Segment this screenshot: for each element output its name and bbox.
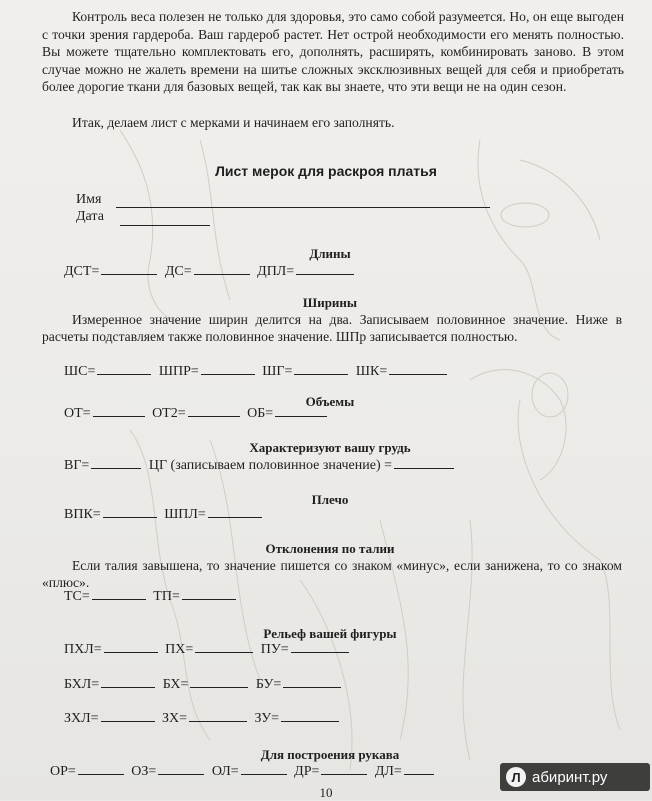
measure-label: ОТ2=	[152, 406, 186, 421]
measure-blank[interactable]	[190, 675, 248, 688]
measure-blank[interactable]	[294, 362, 348, 375]
waist-row	[64, 587, 240, 605]
name-label: Имя	[76, 192, 102, 207]
measure-blank[interactable]	[97, 362, 151, 375]
measure-label: ЗУ=	[254, 711, 280, 726]
measure-label: БУ=	[255, 677, 282, 692]
section-heading-chest: Характеризуют вашу грудь	[249, 440, 411, 455]
measure-label: ШПР=	[158, 364, 199, 379]
measure-blank[interactable]	[194, 262, 250, 275]
measure-label: ОТ=	[64, 406, 91, 421]
measure-blank[interactable]	[158, 762, 204, 775]
lengths-row	[64, 262, 358, 280]
sleeve-row	[50, 762, 438, 780]
measure-label: ШК=	[355, 364, 388, 379]
measure-label: ДЛ=	[374, 764, 402, 779]
section-heading-widths: Ширины	[302, 295, 358, 310]
measure-blank[interactable]	[93, 404, 145, 417]
measure-label: ШГ=	[262, 364, 293, 379]
widths-row	[64, 362, 451, 380]
measure-blank[interactable]	[189, 709, 247, 722]
date-field-line[interactable]	[120, 225, 210, 226]
name-field-line[interactable]	[116, 207, 490, 208]
measure-blank[interactable]	[101, 675, 155, 688]
measure-blank[interactable]	[101, 262, 157, 275]
measure-blank[interactable]	[283, 675, 341, 688]
measure-blank[interactable]	[394, 456, 454, 469]
page-number: 10	[319, 785, 333, 800]
measure-label: ЗХ=	[162, 711, 188, 726]
measure-blank[interactable]	[182, 587, 236, 600]
measure-blank[interactable]	[101, 709, 155, 722]
measure-label: ШПЛ=	[164, 507, 206, 522]
measure-label: ЗХЛ=	[64, 711, 99, 726]
chest-row	[64, 456, 458, 474]
measure-label: ДСТ=	[64, 264, 100, 279]
shoulder-row	[64, 505, 266, 523]
measure-label: ПХ=	[165, 642, 194, 657]
measure-label: ШС=	[64, 364, 96, 379]
intro-paragraph: Контроль веса полезен не только для здоровья, это само собой разумеется. Но, он еще выгоден с точки зрения гардероба. Ваш гардероб растет. Нет острой необходимости его менять полностью. Вы можете тщательно комплектовать его, дополнять, расширять, комбинировать заново. В этом случае можно не жалеть времени на шитье сложных эксклюзивных вещей для себя и приобретать более дорогие ткани для базовых вещей, так как вы знаете, что эти вещи не на один сезон.	[42, 9, 624, 94]
measure-blank[interactable]	[78, 762, 124, 775]
section-heading-relief: Рельеф вашей фигуры	[263, 626, 397, 641]
measure-label: ПХЛ=	[64, 642, 102, 657]
relief-row-front	[64, 640, 353, 658]
measure-label: ТП=	[153, 589, 180, 604]
section-heading-volumes: Объемы	[305, 394, 355, 409]
relief-row-back	[64, 709, 343, 727]
volumes-row	[64, 404, 331, 422]
waist-note: Если талия завышена, то значение пишется со знаком «минус», если занижена, то со знаком «плюс».	[42, 558, 622, 590]
measure-blank[interactable]	[404, 762, 434, 775]
measure-blank[interactable]	[195, 640, 253, 653]
measure-blank[interactable]	[291, 640, 349, 653]
intro-paragraph-2: Итак, делаем лист с мерками и начинаем его заполнять.	[72, 115, 395, 130]
measure-label: ВГ=	[64, 458, 90, 473]
measure-blank[interactable]	[208, 505, 262, 518]
measure-blank[interactable]	[104, 640, 158, 653]
measure-label: ОЛ=	[211, 764, 239, 779]
section-heading-lengths: Длины	[309, 246, 351, 261]
measure-blank[interactable]	[201, 362, 255, 375]
section-heading-waist: Отклонения по талии	[265, 541, 395, 556]
relief-row-side	[64, 675, 345, 693]
measure-blank[interactable]	[389, 362, 447, 375]
measure-blank[interactable]	[296, 262, 354, 275]
measure-label: ДР=	[294, 764, 320, 779]
date-label: Дата	[76, 209, 104, 224]
measure-label: ОЗ=	[131, 764, 157, 779]
measure-label: ТС=	[64, 589, 90, 604]
measure-blank[interactable]	[281, 709, 339, 722]
section-heading-sleeve: Для построения рукава	[260, 747, 400, 762]
measure-label: БХЛ=	[64, 677, 100, 692]
measure-blank[interactable]	[103, 505, 157, 518]
sheet-title: Лист мерок для раскроя платья	[215, 163, 437, 179]
measure-label: ВПК=	[64, 507, 101, 522]
measure-blank[interactable]	[275, 404, 327, 417]
measure-label: ДПЛ=	[257, 264, 295, 279]
measure-label: ОБ=	[247, 406, 274, 421]
section-heading-shoulder: Плечо	[311, 492, 349, 507]
watermark-text: абиринт.ру	[532, 768, 608, 786]
measure-blank[interactable]	[92, 587, 146, 600]
measure-label: ОР=	[50, 764, 76, 779]
measure-blank[interactable]	[321, 762, 367, 775]
labirint-watermark	[500, 763, 650, 791]
measure-blank[interactable]	[91, 456, 141, 469]
measure-label: ЦГ (записываем половинное значение) =	[148, 458, 393, 473]
widths-note: Измеренное значение ширин делится на два. Записываем половинное значение. Ниже в расчеты подставляем также половинное значение. ШПр записывается полностью.	[42, 312, 622, 344]
measure-label: ПУ=	[260, 642, 289, 657]
labirint-logo-icon: Л	[506, 767, 526, 787]
measure-label: ДС=	[164, 264, 192, 279]
measure-blank[interactable]	[241, 762, 287, 775]
measure-label: БХ=	[162, 677, 189, 692]
measure-blank[interactable]	[188, 404, 240, 417]
